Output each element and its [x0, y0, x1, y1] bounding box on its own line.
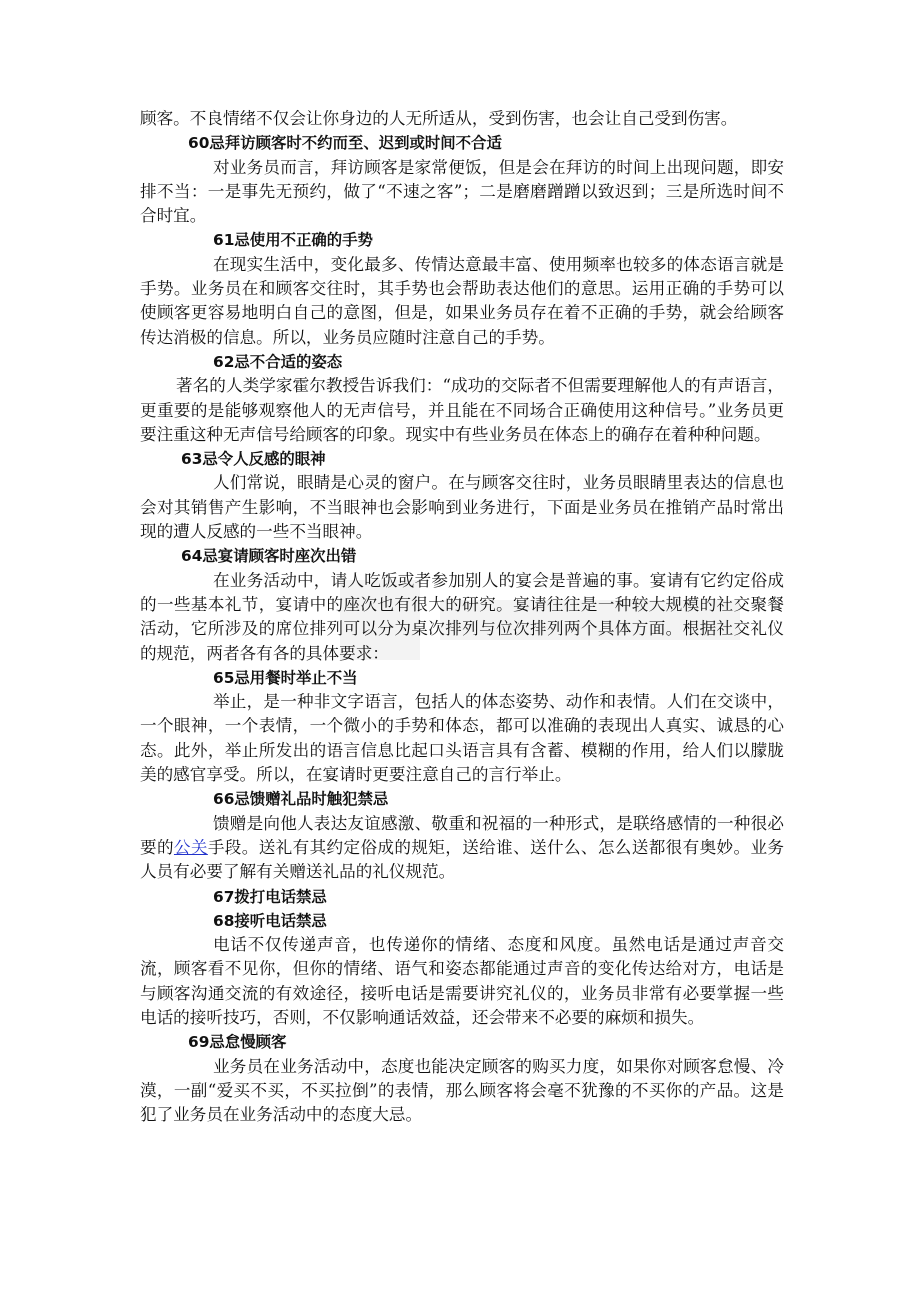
- heading-62: 62忌不合适的姿态: [213, 352, 343, 371]
- paragraph-60: 对业务员而言，拜访顾客是家常便饭，但是会在拜访的时间上出现问题，即安排不当：一是事先无预约，做了“不速之客”；二是磨磨蹭蹭以致迟到；三是所选时间不合时宜。: [140, 157, 784, 226]
- heading-63: 63忌令人反感的眼神: [181, 450, 326, 469]
- heading-68: 68接听电话禁忌: [213, 911, 327, 930]
- heading-61: 61忌使用不正确的手势: [213, 231, 373, 250]
- heading-66: 66忌馈赠礼品时触犯禁忌: [213, 790, 389, 809]
- paragraph-continued: 顾客。不良情绪不仅会让你身边的人无所适从，受到伤害，也会让自己受到伤害。: [140, 109, 738, 128]
- paragraph-64: 在业务活动中，请人吃饭或者参加别人的宴会是普遍的事。宴请有它约定俗成的一些基本礼节，宴请中的座次也有很大的研究。宴请往往是一种较大规模的社交聚餐活动，它所涉及的席位排列可以分为桌次排列与位次排列两个具体方面。根据社交礼仪的规范，两者各有各的具体要求：: [140, 570, 784, 663]
- heading-69: 69忌怠慢顾客: [188, 1033, 287, 1052]
- paragraph-68: 电话不仅传递声音，也传递你的情绪、态度和风度。虽然电话是通过声音交流，顾客看不见你，但你的情绪、语气和姿态都能通过声音的变化传达给对方，电话是与顾客沟通交流的有效途径，接听电话是需要讲究礼仪的，业务员非常有必要掌握一些电话的接听技巧，否则，不仅影响通话效益，还会带来不必要的麻烦和损失。: [140, 935, 784, 1027]
- paragraph-66-text-a: 馈赠是向他人表达友谊感激、敬重和祝福的一种形式，是联络感情的一种很必要的: [140, 813, 784, 857]
- document-body: [140, 107, 784, 1127]
- heading-67: 67拨打电话禁忌: [213, 887, 327, 906]
- gongguan-link[interactable]: 公关: [173, 837, 208, 857]
- heading-65: 65忌用餐时举止不当: [213, 668, 358, 687]
- paragraph-69: 业务员在业务活动中，态度也能决定顾客的购买力度，如果你对顾客怠慢、冷漠，一副“爱买不买，不买拉倒”的表情，那么顾客将会毫不犹豫的不买你的产品。这是犯了业务员在业务活动中的态度大忌。: [140, 1056, 784, 1125]
- paragraph-62: 著名的人类学家霍尔教授告诉我们：“成功的交际者不但需要理解他人的有声语言，更重要的是能够观察他人的无声信号，并且能在不同场合正确使用这种信号。”业务员更要注重这种无声信号给顾客的印象。现实中有些业务员在体态上的确存在着种种问题。: [140, 376, 784, 444]
- paragraph-63: 人们常说，眼睛是心灵的窗户。在与顾客交往时，业务员眼睛里表达的信息也会对其销售产生影响，不当眼神也会影响到业务进行，下面是业务员在推销产品时常出现的遭人反感的一些不当眼神。: [140, 473, 784, 542]
- paragraph-66-text-b: 手段。送礼有其约定俗成的规矩，送给谁、送什么、怎么送都很有奥妙。业务人员有必要了解有关赠送礼品的礼仪规范。: [140, 837, 785, 882]
- paragraph-65: 举止，是一种非文字语言，包括人的体态姿势、动作和表情。人们在交谈中，一个眼神，一个表情，一个微小的手势和体态，都可以准确的表现出人真实、诚恳的心态。此外，举止所发出的语言信息比起口头语言具有含蓄、模糊的作用，给人们以朦胧美的感官享受。所以，在宴请时更要注意自己的言行举止。: [140, 692, 784, 785]
- paragraph-66: [140, 812, 784, 885]
- heading-60: 60忌拜访顾客时不约而至、迟到或时间不合适: [188, 134, 502, 153]
- heading-64: 64忌宴请顾客时座次出错: [181, 547, 357, 566]
- paragraph-61: 在现实生活中，变化最多、传情达意最丰富、使用频率也较多的体态语言就是手势。业务员在和顾客交往时，其手势也会帮助表达他们的意思。运用正确的手势可以使顾客更容易地明白自己的意图，但是，如果业务员存在着不正确的手势，就会给顾客传达消极的信息。所以，业务员应随时注意自己的手势。: [140, 254, 784, 347]
